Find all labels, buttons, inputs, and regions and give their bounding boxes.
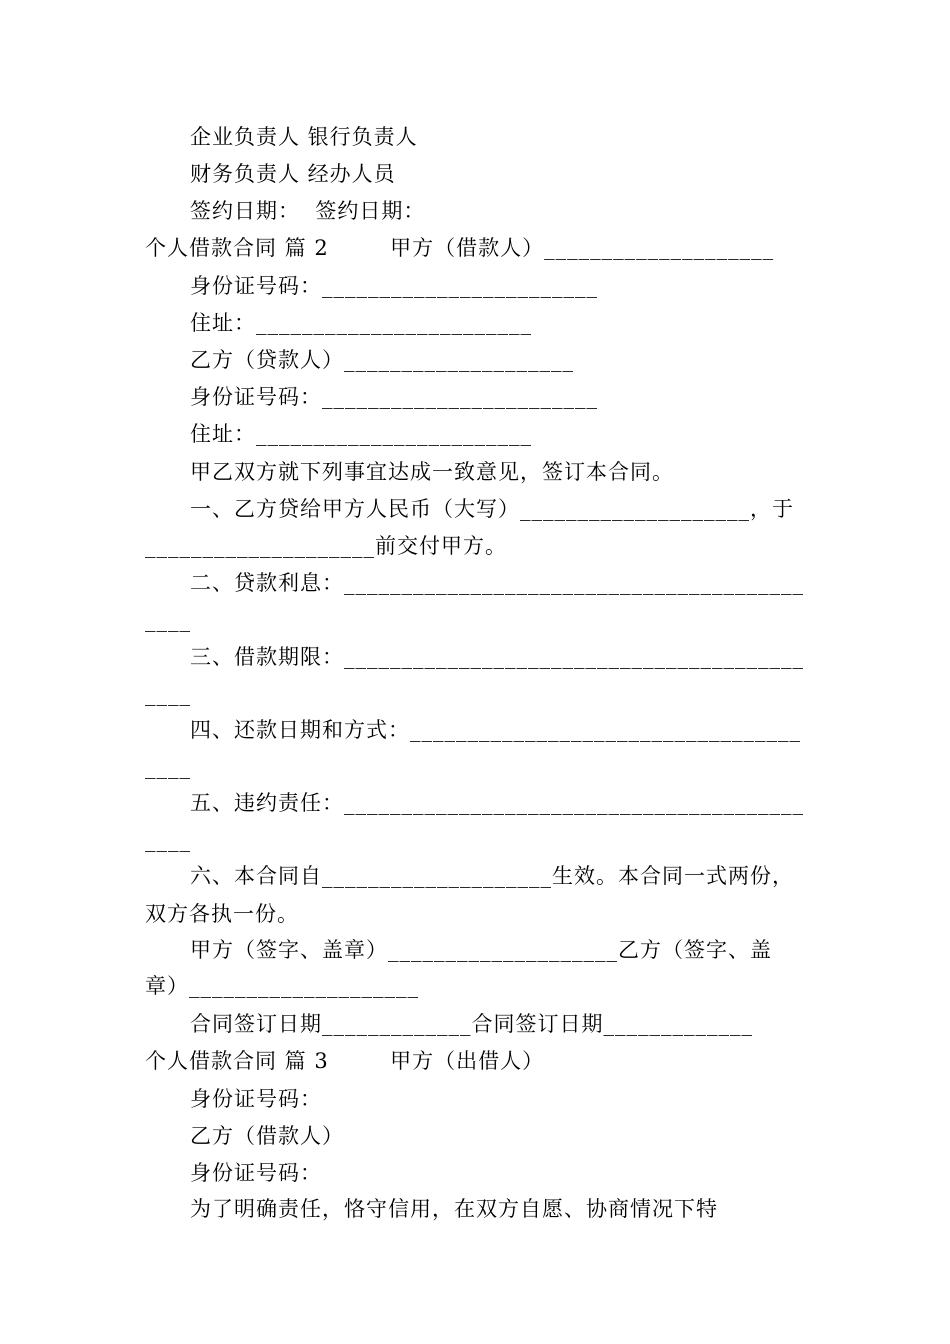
clause-5: 五、违约责任：________________________________________ xyxy=(190,791,804,815)
clause-2-cont: ____ xyxy=(145,608,191,632)
signatory-line-1: 企业负责人 银行负责人 xyxy=(190,125,418,149)
id-number-line-b: 身份证号码：________________________ xyxy=(190,385,598,409)
signature-line: 甲方（签字、盖章）____________________乙方（签字、盖 xyxy=(190,938,772,962)
clause-3-cont: ____ xyxy=(145,682,191,706)
clause-2: 二、贷款利息：________________________________________ xyxy=(190,571,804,595)
preamble-line: 为了明确责任，恪守信用，在双方自愿、协商情况下特 xyxy=(190,1197,718,1221)
borrower-id-line: 身份证号码： xyxy=(190,1161,322,1185)
clause-4: 四、还款日期和方式：__________________________________ xyxy=(190,718,801,742)
clause-1: 一、乙方贷给甲方人民币（大写）____________________，于 xyxy=(190,497,794,521)
signatory-line-2: 财务负责人 经办人员 xyxy=(190,162,396,186)
clause-3: 三、借款期限：________________________________________ xyxy=(190,645,804,669)
address-line-b: 住址：________________________ xyxy=(190,422,532,446)
id-number-line-a: 身份证号码：________________________ xyxy=(190,274,598,298)
clause-5-cont: ____ xyxy=(145,828,191,852)
section-heading-3: 个人借款合同 篇 3 甲方（出借人） xyxy=(145,1049,545,1073)
contract-date-line: 合同签订日期_____________合同签订日期_____________ xyxy=(190,1012,753,1036)
agreement-intro: 甲乙双方就下列事宜达成一致意见，签订本合同。 xyxy=(190,460,674,484)
address-line-a: 住址：________________________ xyxy=(190,311,532,335)
clause-4-cont: ____ xyxy=(145,755,191,779)
party-b-line: 乙方（贷款人）____________________ xyxy=(190,348,574,372)
clause-1-cont: ____________________前交付甲方。 xyxy=(145,534,507,558)
borrower-line: 乙方（借款人） xyxy=(190,1124,344,1148)
signing-date-line: 签约日期： 签约日期： xyxy=(190,199,426,223)
lender-id-line: 身份证号码： xyxy=(190,1087,322,1111)
clause-6-cont: 双方各执一份。 xyxy=(145,902,299,926)
section-heading-2: 个人借款合同 篇 2 甲方（借款人）____________________ xyxy=(145,236,775,260)
clause-6: 六、本合同自____________________生效。本合同一式两份， xyxy=(190,864,794,888)
signature-line-cont: 章）____________________ xyxy=(145,974,419,998)
